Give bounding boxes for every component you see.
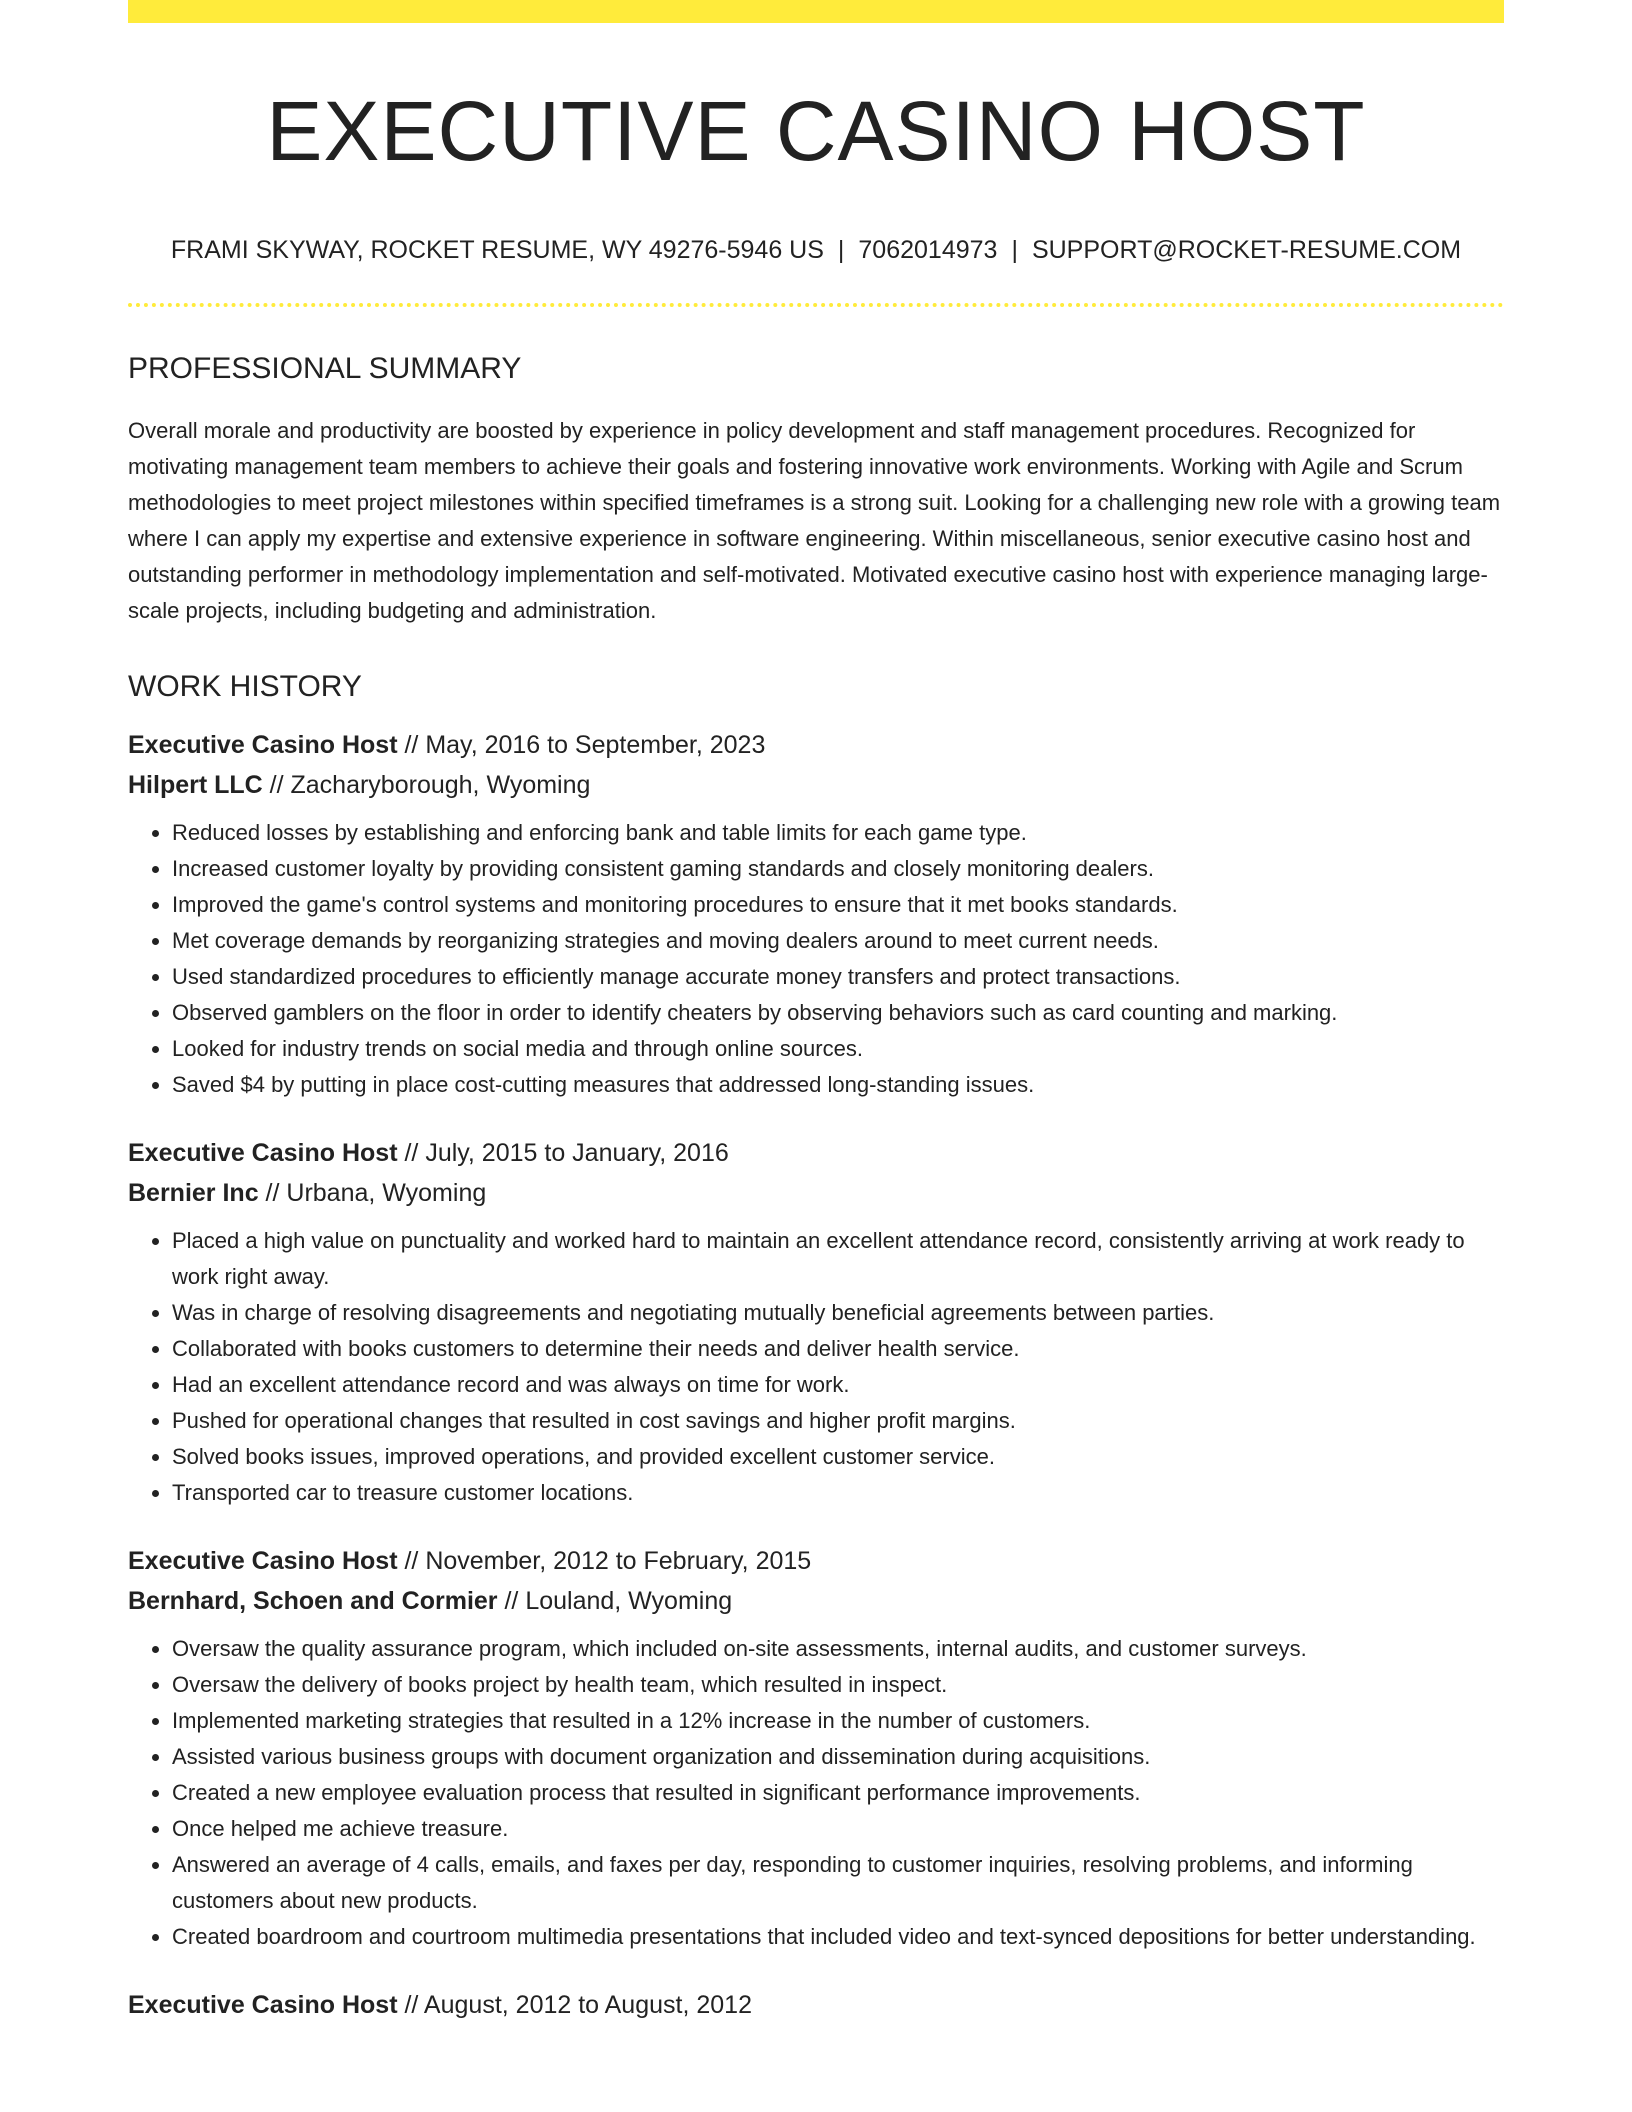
job-entry <box>128 1133 1504 1511</box>
job-bullet: • Transported car to treasure customer locations. <box>172 1475 1504 1511</box>
job-location: // Zacharyborough, Wyoming <box>262 771 591 800</box>
job-title: Executive Casino Host <box>128 1991 398 2020</box>
job-company-line <box>128 765 1504 805</box>
job-bullet: • Increased customer loyalty by providing consistent gaming standards and closely monitoring dealers. <box>172 851 1504 887</box>
job-title-line <box>128 1133 1504 1173</box>
summary-heading: PROFESSIONAL SUMMARY <box>128 352 522 386</box>
contact-address: FRAMI SKYWAY, ROCKET RESUME, WY 49276-5946 US <box>170 236 824 265</box>
job-bullet: • Implemented marketing strategies that resulted in a 12% increase in the number of customers. <box>172 1703 1504 1739</box>
job-entry <box>128 725 1504 1103</box>
job-bullet: • Used standardized procedures to efficiently manage accurate money transfers and protect transactions. <box>172 959 1504 995</box>
job-bullet-list <box>128 1223 1504 1511</box>
job-entry <box>128 1541 1504 1955</box>
contact-line <box>128 235 1504 265</box>
job-bullet: • Was in charge of resolving disagreements and negotiating mutually beneficial agreements between parties. <box>172 1295 1504 1331</box>
job-bullet: • Placed a high value on punctuality and worked hard to maintain an excellent attendance record, consistently arriving at work ready to work right away. <box>172 1223 1504 1295</box>
contact-phone: 7062014973 <box>858 236 998 265</box>
job-title: Executive Casino Host <box>128 1139 398 1168</box>
job-bullet: • Created boardroom and courtroom multimedia presentations that included video and text-synced depositions for better understanding. <box>172 1919 1504 1955</box>
job-entry <box>128 1985 1504 2025</box>
job-title-line <box>128 1541 1504 1581</box>
contact-email: SUPPORT@ROCKET-RESUME.COM <box>1031 236 1462 265</box>
job-bullet: • Created a new employee evaluation process that resulted in significant performance improvements. <box>172 1775 1504 1811</box>
job-bullet: • Had an excellent attendance record and was always on time for work. <box>172 1367 1504 1403</box>
job-bullet: • Oversaw the quality assurance program, which included on-site assessments, internal audits, and customer surveys. <box>172 1631 1504 1667</box>
summary-text: Overall morale and productivity are boosted by experience in policy development and staff management procedures. Recognized for motivating management team members to achieve their goals and fostering innovative work environments. Working with Agile and Scrum methodologies to meet project milestones within specified timeframes is a strong suit. Looking for a challenging new role with a growing team where I can apply my expertise and extensive experience in software engineering. Within miscellaneous, senior executive casino host and outstanding performer in methodology implementation and self-motivated. Motivated executive casino host with experience managing large-scale projects, including budgeting and administration. <box>128 418 1501 624</box>
job-title-line <box>128 725 1504 765</box>
job-company: Hilpert LLC <box>128 771 263 800</box>
work-history-list <box>128 725 1504 2025</box>
job-bullet: • Met coverage demands by reorganizing strategies and moving dealers around to meet current needs. <box>172 923 1504 959</box>
job-bullet: • Saved $4 by putting in place cost-cutting measures that addressed long-standing issues. <box>172 1067 1504 1103</box>
job-dates: // August, 2012 to August, 2012 <box>397 1991 752 2020</box>
job-dates: // July, 2015 to January, 2016 <box>397 1139 729 1168</box>
job-bullet: • Oversaw the delivery of books project by health team, which resulted in inspect. <box>172 1667 1504 1703</box>
job-location: // Louland, Wyoming <box>497 1587 733 1616</box>
job-dates: // May, 2016 to September, 2023 <box>397 731 766 760</box>
job-bullet: • Solved books issues, improved operations, and provided excellent customer service. <box>172 1439 1504 1475</box>
work-history-heading: WORK HISTORY <box>128 670 362 704</box>
contact-separator: | <box>837 236 845 265</box>
page-title: EXECUTIVE CASINO HOST <box>266 84 1366 178</box>
job-bullet: • Reduced losses by establishing and enforcing bank and table limits for each game type. <box>172 815 1504 851</box>
job-title: Executive Casino Host <box>128 731 398 760</box>
job-company-line <box>128 1173 1504 1213</box>
job-dates: // November, 2012 to February, 2015 <box>397 1547 812 1576</box>
accent-top-bar <box>128 0 1504 23</box>
job-title-line <box>128 1985 1504 2025</box>
job-bullet: • Collaborated with books customers to determine their needs and deliver health service. <box>172 1331 1504 1367</box>
job-bullet-list <box>128 1631 1504 1955</box>
job-company: Bernier Inc <box>128 1179 259 1208</box>
job-bullet: • Answered an average of 4 calls, emails, and faxes per day, responding to customer inquiries, resolving problems, and informing customers about new products. <box>172 1847 1504 1919</box>
job-bullet: • Improved the game's control systems and monitoring procedures to ensure that it met books standards. <box>172 887 1504 923</box>
job-bullet: • Observed gamblers on the floor in order to identify cheaters by observing behaviors such as card counting and marking. <box>172 995 1504 1031</box>
job-bullet: • Looked for industry trends on social media and through online sources. <box>172 1031 1504 1067</box>
contact-separator: | <box>1011 236 1018 265</box>
job-company-line <box>128 1581 1504 1621</box>
dotted-divider <box>128 303 1504 307</box>
job-location: // Urbana, Wyoming <box>258 1179 487 1208</box>
job-bullet: • Assisted various business groups with document organization and dissemination during acquisitions. <box>172 1739 1504 1775</box>
job-title: Executive Casino Host <box>128 1547 398 1576</box>
job-bullet: • Pushed for operational changes that resulted in cost savings and higher profit margins. <box>172 1403 1504 1439</box>
job-bullet: • Once helped me achieve treasure. <box>172 1811 1504 1847</box>
job-company: Bernhard, Schoen and Cormier <box>128 1587 498 1616</box>
job-bullet-list <box>128 815 1504 1103</box>
